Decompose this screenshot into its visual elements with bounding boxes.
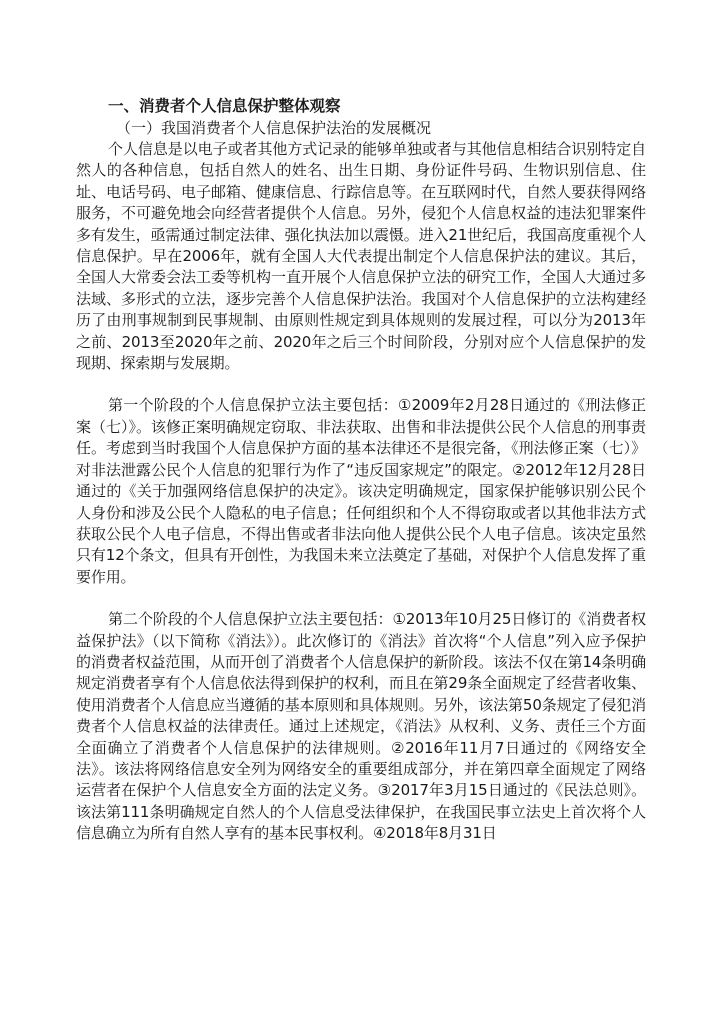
paragraph-1: 个人信息是以电子或者其他方式记录的能够单独或者与其他信息相结合识别特定自然人的各种信息，包括自然人的姓名、出生日期、身份证件号码、生物识别信息、住址、电话号码、电子邮箱、健康信息、行踪信息等。在互联网时代，自然人要获得网络服务，不可避免地会向经营者提供个人信息。另外，侵犯个人信息权益的违法犯罪案件多有发生，亟需通过制定法律、强化执法加以震慑。进入21世纪后，我国高度重视个人信息保护。早在2006年，就有全国人大代表提出制定个人信息保护法的建议。其后，全国人大常委会法工委等机构一直开展个人信息保护立法的研究工作，全国人大通过多法域、多形式的立法，逐步完善个人信息保护法治。我国对个人信息保护的立法构建经历了由刑事规制到民事规制、由原则性规定到具体规则的发展过程，可以分为2013年之前、2013至2020年之前、2020年之后三个时间阶段，分别对应个人信息保护的发现期、探索期与发展期。 [76, 140, 646, 373]
subsection-heading: （一）我国消费者个人信息保护法治的发展概况 [116, 119, 432, 137]
paragraph-spacer [76, 588, 646, 609]
paragraph-spacer [76, 374, 646, 395]
document-page [76, 94, 646, 845]
paragraph-2: 第一个阶段的个人信息保护立法主要包括：①2009年2月28日通过的《刑法修正案（七）》。该修正案明确规定窃取、非法获取、出售和非法提供公民个人信息的刑事责任。考虑到当时我国个人信息保护方面的基本法律还不是很完备，《刑法修正案（七）》对非法泄露公民个人信息的犯罪行为作了“违反国家规定”的限定。②2012年12月28日通过的《关于加强网络信息保护的决定》。该决定明确规定，国家保护能够识别公民个人身份和涉及公民个人隐私的电子信息；任何组织和个人不得窃取或者以其他非法方式获取公民个人电子信息，不得出售或者非法向他人提供公民个人电子信息。该决定虽然只有12个条文，但具有开创性，为我国未来立法奠定了基础，对保护个人信息发挥了重要作用。 [76, 396, 646, 586]
paragraph-3: 第二个阶段的个人信息保护立法主要包括：①2013年10月25日修订的《消费者权益保护法》（以下简称《消法》）。此次修订的《消法》首次将“个人信息”列入应予保护的消费者权益范围，从而开创了消费者个人信息保护的新阶段。该法不仅在第14条明确规定消费者享有个人信息依法得到保护的权利，而且在第29条全面规定了经营者收集、使用消费者个人信息应当遵循的基本原则和具体规则。另外，该法第50条规定了侵犯消费者个人信息权益的法律责任。通过上述规定，《消法》从权利、义务、责任三个方面全面确立了消费者个人信息保护的法律规则。②2016年11月7日通过的《网络安全法》。该法将网络信息安全列为网络安全的重要组成部分，并在第四章全面规定了网络运营者在保护个人信息安全方面的法定义务。③2017年3月15日通过的《民法总则》。该法第111条明确规定自然人的个人信息受法律保护，在我国民事立法史上首次将个人信息确立为所有自然人享有的基本民事权利。④2018年8月31日 [76, 610, 646, 843]
section-heading: 一、消费者个人信息保护整体观察 [108, 97, 341, 115]
